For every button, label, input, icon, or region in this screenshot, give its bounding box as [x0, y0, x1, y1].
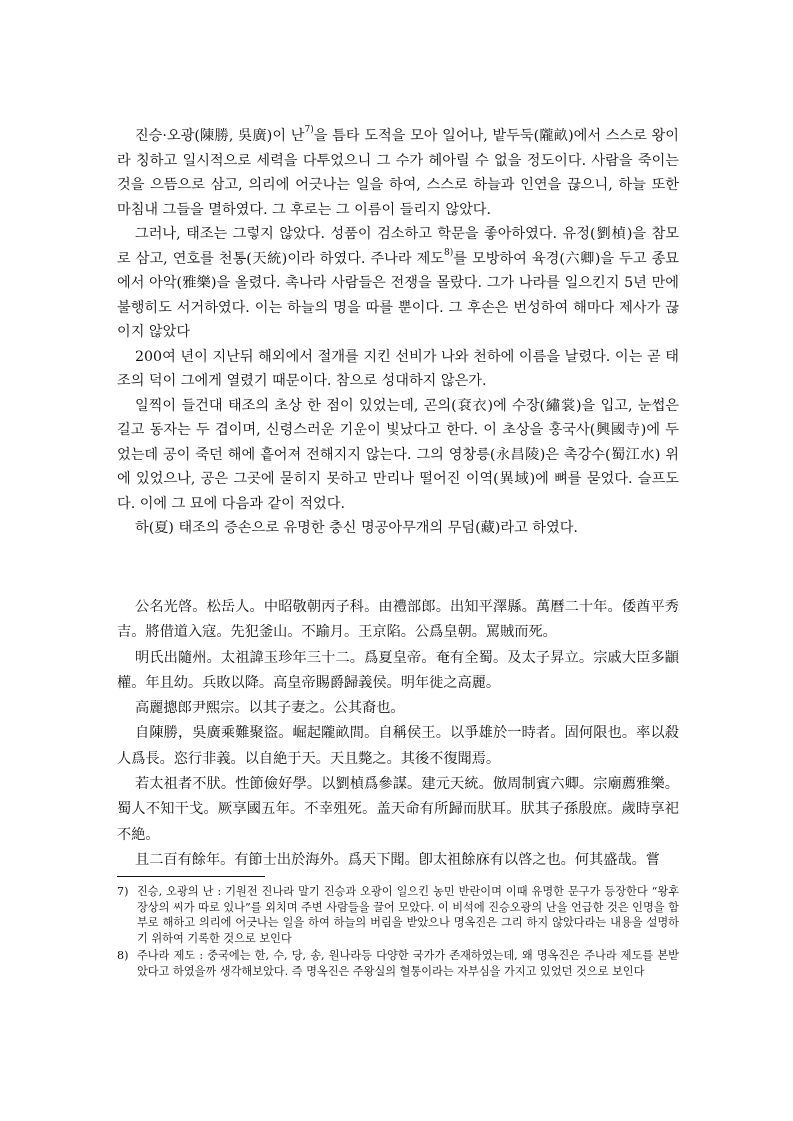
paragraph-text: 진승·오광(陳勝, 吳廣)이 난 — [135, 128, 305, 144]
paragraph: 일찍이 들건대 태조의 초상 한 점이 있었는데, 곤의(袞衣)에 수장(繡裳)을 입고, 눈썹은 길고 동자는 두 겹이며, 신령스러운 기운이 빛났다고 한다. 이 초상을 홍국사(興國寺)에 두었는데 공이 죽던 해에 흩어져 전해지지 않는다. 그의 영창릉(永昌陵)은 촉강수(蜀江水) 위에 있었으나, 공은 그곳에 묻히지 못하고 만리나 떨어진 이역(異域)에 뼈를 묻었다. 슬프도다. 이에 그 묘에 다음과 같이 적었다. — [117, 397, 679, 512]
footnote-item — [117, 948, 679, 979]
paragraph: 하(夏) 태조의 증손으로 유명한 충신 명공아무개의 무덤(藏)라고 하였다. — [135, 520, 578, 536]
paragraph-text: 그러나, 태조는 그렇지 않았다. 성품이 검소하고 학문을 좋아하였다. 유정(劉楨)을 참모로 삼고, 연호를 천통(天統)이라 하였다. 주나라 제도 — [117, 226, 679, 267]
footnotes — [117, 884, 679, 982]
paragraph-text: 를 모방하여 육경(六卿)을 두고 종묘에서 아악(雅樂)을 올렸다. 촉나라 사람들은 전쟁을 몰랐다. 그가 나라를 일으킨지 5년 만에 불행히도 서거하였다. 이는 하늘의 명을 따를 뿐이다. 그 후손은 번성하여 해마다 제사가 끊이지 않았다 — [117, 250, 679, 340]
paragraph — [117, 124, 679, 222]
paragraph — [117, 222, 679, 345]
paragraph: 公名光啓。松岳人。中昭敬朝丙子科。由禮部郎。出知平澤縣。萬曆二十年。倭酋平秀吉。將借道入寇。先犯釜山。不踰月。王京陷。公爲皇朝。罵賊而死。 — [117, 599, 679, 641]
paragraph: 且二百有餘年。有節士出於海外。爲天下聞。卽太祖餘庥有以啓之也。何其盛哉。嘗 — [135, 851, 660, 868]
footnote-text: 주나라 제도 : 중국에는 한, 수, 당, 송, 원나라등 다양한 국가가 존재하였는데, 왜 명옥진은 주나라 제도를 본받았다고 하였을까 생각해보았다. 즉 명옥진은 주왕실의 혈통이라는 자부심을 가지고 있었던 것으로 보인다 — [137, 949, 679, 978]
paragraph: 200여 년이 지난뒤 해외에서 절개를 지킨 선비가 나와 천하에 이름을 날렸다. 이는 곧 태조의 덕이 그에게 열렸기 때문이다. 참으로 성대하지 않은가. — [117, 348, 679, 389]
footnote-ref[interactable]: 8) — [444, 247, 454, 258]
paragraph: 自陳勝，吳廣乘難聚盜。崛起隴畝間。自稱侯王。以爭雄於一時者。固何限也。率以殺人爲長。恣行非義。以自絶于天。天且斃之。其後不復聞焉。 — [117, 725, 679, 767]
classical-chinese-text — [117, 595, 679, 873]
footnote-number: 7) — [117, 885, 129, 898]
footnote-text: 진승, 오광의 난 : 기원전 진나라 말기 진승과 오광이 일으킨 농민 반란이며 이때 유명한 문구가 등장한다 “왕후장상의 씨가 따로 있나”를 외치며 주변 사람들을 끌어 모았다. 이 비석에 진승오광의 난을 언급한 것은 인명을 함부로 해하고 의리에 어긋나는 일을 하여 하늘의 버림을 받았으나 명옥진은 그리 하지 않았다라는 내용을 설명하기 위하여 기록한 것으로 보인다 — [137, 885, 679, 945]
paragraph: 明氏出隨州。太祖諱玉珍年三十二。爲夏皇帝。奄有全蜀。及太子昇立。宗戚大臣多顓權。年且幼。兵敗以降。高皇帝賜爵歸義侯。明年徙之高麗。 — [117, 649, 679, 691]
paragraph: 高麗摠郎尹熙宗。以其子妻之。公其裔也。 — [135, 700, 405, 717]
footnote-divider — [117, 876, 265, 877]
paragraph-text: 을 틈타 도적을 모아 일어나, 밭두둑(隴畝)에서 스스로 왕이라 칭하고 일시적으로 세력을 다투었으니 그 수가 헤아릴 수 없을 정도이다. 사람을 죽이는 것을 으뜸으로 삼고, 의리에 어긋나는 일을 하여, 스스로 하늘과 인연을 끊으니, 하늘 또한 마침내 그들을 멸하였다. 그 후로는 그 이름이 들리지 않았다. — [117, 128, 680, 218]
korean-translation — [117, 124, 679, 541]
footnote-item — [117, 884, 679, 946]
paragraph: 若太祖者不肰。性節儉好學。以劉楨爲參謀。建元天統。倣周制賓六卿。宗廟薦雅樂。蜀人不知干戈。厥享國五年。不幸殂死。盖天命有所歸而肰耳。肰其子孫殷庶。歲時享祀不絶。 — [117, 776, 679, 843]
footnote-number: 8) — [117, 949, 129, 963]
footnote-ref[interactable]: 7) — [304, 125, 314, 135]
